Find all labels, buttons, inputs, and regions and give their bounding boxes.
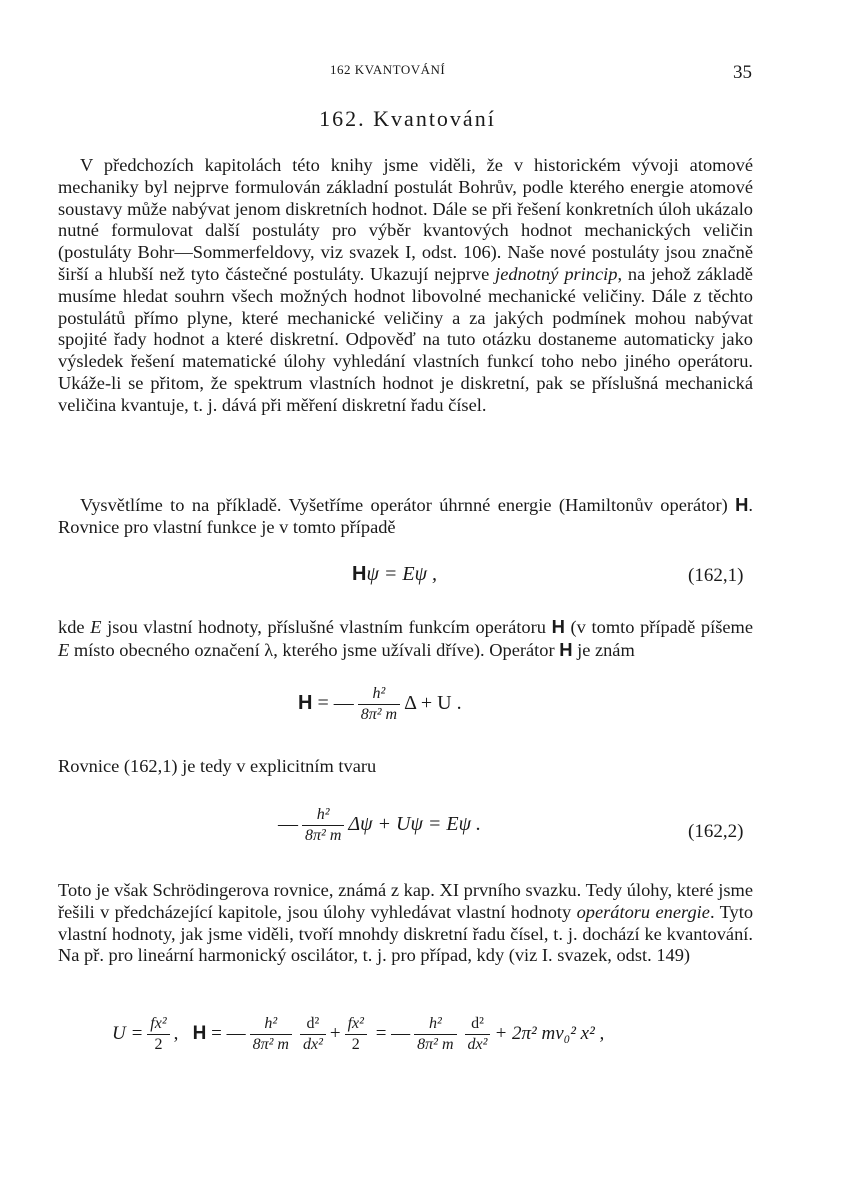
fraction-denominator: 8π² m — [417, 1036, 454, 1053]
fraction-numerator: fx² — [147, 1014, 169, 1035]
text-run: Toto je však Schrödingerova rovnice, známá z kap. XI prvního svazku. Tedy úlohy, které jsme řešili v předcházející kapitole, jsou úlohy vyhledávat vlastní hodnoty — [58, 880, 753, 922]
text-run: Vysvětlíme to na příkladě. Vyšetříme operátor úhrnné energie (Hamiltonův operátor) — [80, 495, 736, 515]
fraction-denominator: 2 — [154, 1036, 163, 1053]
fraction — [414, 1014, 456, 1055]
fraction-denominator: 8π² m — [252, 1036, 289, 1053]
minus-sign: — — [278, 813, 298, 836]
operator-symbol: H — [192, 1022, 207, 1044]
equation-oscillator — [112, 1014, 604, 1055]
text-run: Rovnice (162,1) je tedy v explicitním tvaru — [58, 756, 377, 776]
equation-rest: Δ + U . — [404, 692, 462, 715]
operator-symbol: H — [352, 563, 367, 585]
paragraph-intro — [58, 155, 753, 417]
equation-162-1 — [352, 563, 437, 586]
operator-symbol: H — [551, 616, 565, 637]
paragraph-example — [58, 494, 753, 539]
fraction — [358, 684, 400, 725]
fraction-denominator: dx² — [467, 1036, 488, 1053]
equation-162-2 — [278, 805, 481, 846]
text-run: , na jehož základě musíme hledat souhrn všech možných hodnot libovolné mechanické veličiny. Dále z těchto postulátů přímo plyne, které mechanické veličiny a za jakých podmínek mohou nabývat spojité řady hodnot a které diskretní. Odpověď na tuto otázku dostaneme automaticky jako výsledek řešení matematické úlohy vyhledání vlastních funkcí toho nebo jiného operátoru. Ukáže-li se přitom, že spektrum vlastních hodnot je diskretní, pak se příslušná mechanická veličina kvantuje, t. j. dává při měření diskretní řadu čísel. — [58, 263, 753, 415]
fraction-denominator: 8π² m — [305, 827, 342, 844]
fraction — [300, 1014, 326, 1055]
fraction-denominator: 8π² m — [360, 706, 398, 723]
emphasis-text: operátoru energie — [576, 901, 710, 922]
fraction-denominator: 2 — [351, 1036, 360, 1053]
equation-rest: Δψ + Uψ = Eψ . — [348, 813, 482, 836]
equation-number: (162,1) — [688, 565, 744, 586]
fraction-denominator: dx² — [302, 1036, 323, 1053]
text-run: je znám — [572, 639, 635, 660]
equation-number: (162,2) — [688, 821, 744, 842]
fraction — [302, 805, 344, 846]
page-number: 35 — [733, 62, 752, 83]
fraction-numerator: h² — [302, 805, 344, 826]
fraction-numerator: h² — [414, 1014, 456, 1035]
text-run: . Tyto vlastní hodnoty, jak jsme viděli, tvoří mnohdy diskretní řadu čísel, t. j. dochází ke kvantování. Na př. pro lineární harmonický oscilátor, t. j. pro případ, kdy (viz I. svazek, odst. 149) — [58, 901, 754, 966]
fraction-numerator: d² — [465, 1014, 491, 1035]
text-run: . Rovnice pro vlastní funkce je v tomto případě — [58, 495, 753, 537]
equation-rest: + 2π² mν₀² x² , — [494, 1022, 605, 1044]
operator-symbol: H — [298, 692, 313, 715]
plus-sign: + — [329, 1022, 341, 1044]
section-title: 162. Kvantování — [319, 106, 496, 131]
symbol-e: E — [90, 617, 102, 637]
fraction — [465, 1014, 491, 1055]
fraction-numerator: fx² — [345, 1014, 367, 1035]
fraction — [147, 1014, 169, 1055]
fraction-numerator: d² — [300, 1014, 326, 1035]
equation-hamiltonian — [298, 684, 462, 725]
text-run: místo obecného označení λ, kterého jsme užívali dříve). Operátor — [69, 639, 560, 660]
fraction — [345, 1014, 367, 1055]
fraction-numerator: h² — [358, 684, 400, 705]
fraction-numerator: h² — [250, 1014, 292, 1035]
symbol-u: U = — [112, 1022, 144, 1044]
text-run: (v tomto případě píšeme — [564, 617, 753, 637]
paragraph-explicit — [58, 756, 753, 778]
comma: , — [173, 1022, 179, 1044]
emphasis-text: jednotný princip — [495, 263, 618, 284]
equals-sign: = — — [211, 1022, 246, 1044]
paragraph-eigenvalues — [58, 616, 753, 662]
running-head: 162 KVANTOVÁNÍ — [330, 62, 446, 77]
equals-sign: = — — [375, 1022, 411, 1044]
fraction — [250, 1014, 292, 1055]
equals-sign: = — — [317, 692, 354, 715]
operator-symbol: H — [559, 638, 573, 660]
symbol-e: E — [58, 639, 70, 660]
text-run: jsou vlastní hodnoty, příslušné vlastním funkcím operátoru — [101, 617, 552, 637]
text-run: kde — [58, 617, 91, 637]
text-run: V předchozích kapitolách této knihy jsme viděli, že v historickém vývoji atomové mechaniky byl nejprve formulován základní postulát Bohrův, podle kterého energie atomové soustavy může nabývat jenom diskretních hodnot. Dále se při řešení konkretních úloh ukázalo nutné formulovat další postuláty pro výběr kvantových hodnot mechanických veličin (postuláty Bohr—Sommerfeldovy, viz svazek I, odst. 106). Naše nové postuláty jsou značně širší a hlubší než tyto částečné postuláty. Ukazují nejprve — [58, 155, 753, 284]
operator-symbol: H — [735, 494, 749, 515]
paragraph-schrodinger — [58, 880, 753, 967]
equation-body: ψ = Eψ , — [366, 563, 438, 585]
